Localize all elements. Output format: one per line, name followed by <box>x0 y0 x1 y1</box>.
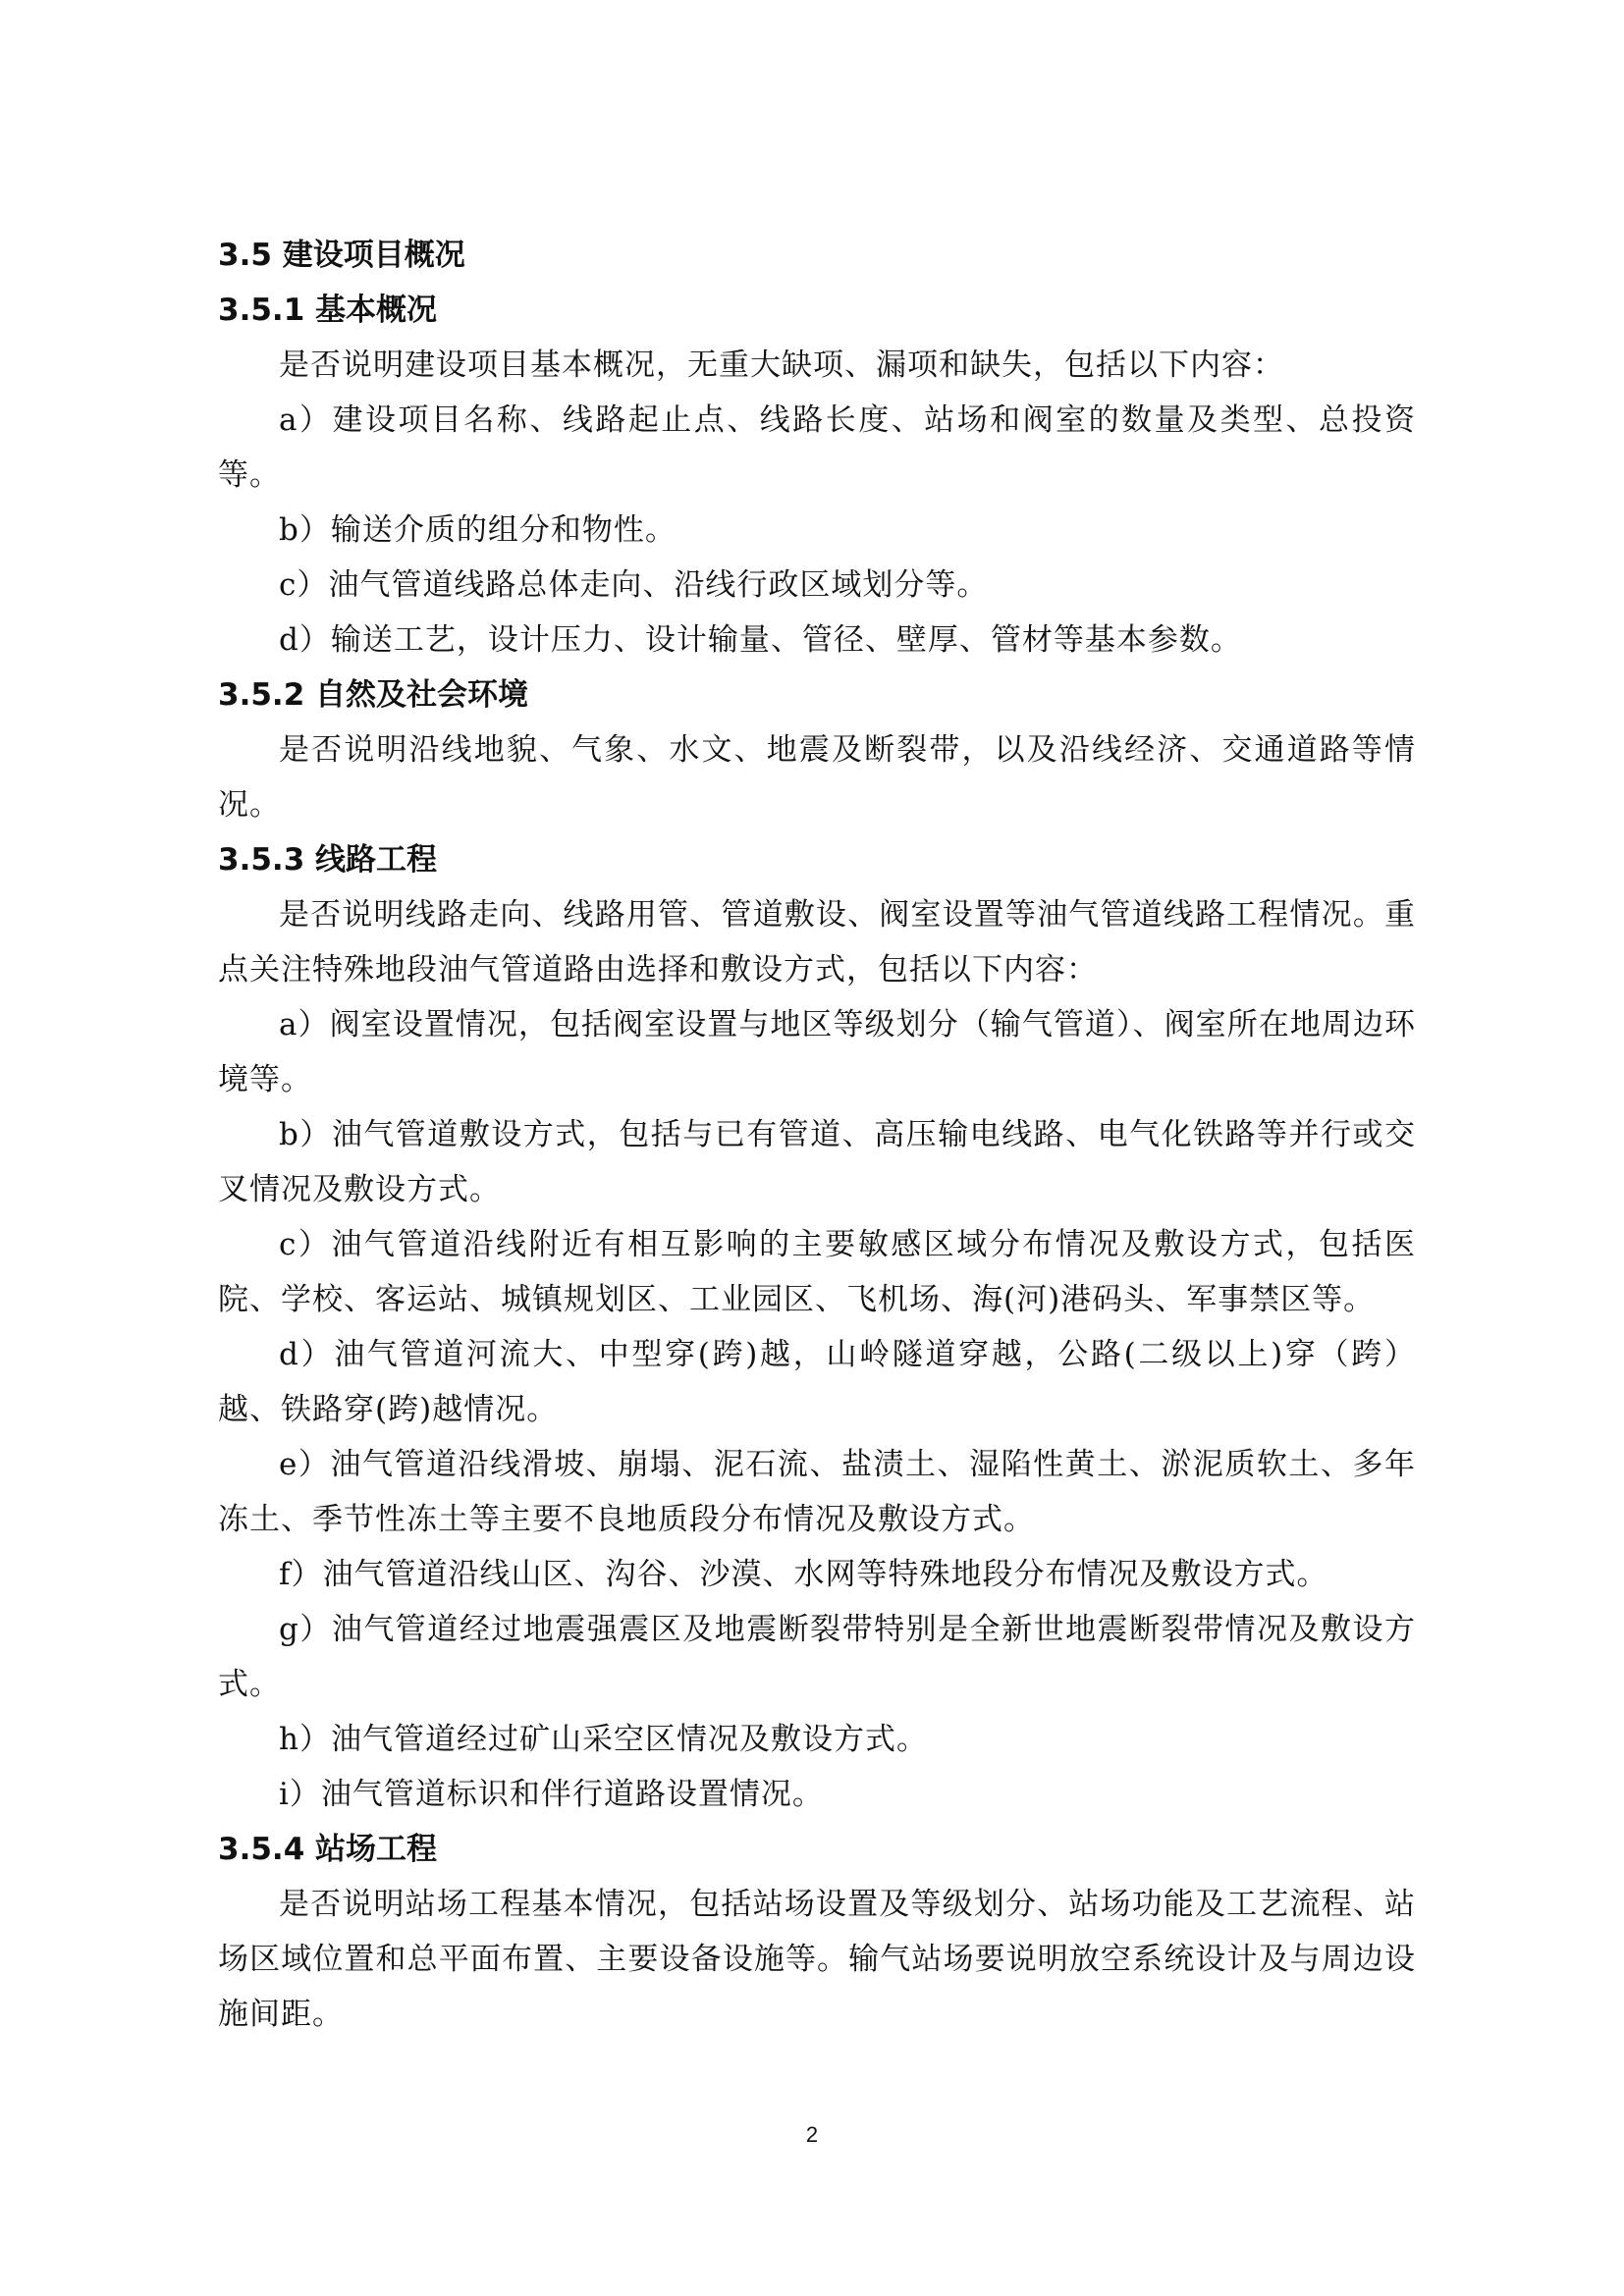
section-heading-3-5-1: 3.5.1 基本概况 <box>218 293 438 328</box>
section-heading-3-5-2: 3.5.2 自然及社会环境 <box>218 677 529 713</box>
paragraph-3-5-3-item-f: f）油气管道沿线山区、沟谷、沙漠、水网等特殊地段分布情况及敷设方式。 <box>279 1557 1328 1592</box>
section-heading-3-5: 3.5 建设项目概况 <box>218 238 465 273</box>
paragraph-3-5-4-intro: 是否说明站场工程基本情况，包括站场设置及等级划分、站场功能及工艺流程、站场区域位置和总平面布置、主要设备设施等。输气站场要说明放空系统设计及与周边设施间距。 <box>218 1887 1416 2032</box>
paragraph-3-5-1-item-c: c）油气管道线路总体走向、沿线行政区域划分等。 <box>279 567 989 603</box>
document-body <box>218 228 1416 2042</box>
page-number: 2 <box>805 2122 819 2147</box>
paragraph-3-5-3-item-h: h）油气管道经过矿山采空区情况及敷设方式。 <box>279 1722 928 1757</box>
paragraph-3-5-1-item-d: d）输送工艺，设计压力、设计输量、管径、壁厚、管材等基本参数。 <box>279 622 1242 658</box>
paragraph-3-5-3-item-d: d）油气管道河流大、中型穿(跨)越，山岭隧道穿越，公路(二级以上)穿（跨）越、铁路穿(跨)越情况。 <box>218 1337 1416 1427</box>
paragraph-3-5-3-item-i: i）油气管道标识和伴行道路设置情况。 <box>279 1777 824 1812</box>
paragraph-3-5-3-item-a: a）阀室设置情况，包括阀室设置与地区等级划分（输气管道）、阀室所在地周边环境等。 <box>218 1007 1416 1097</box>
paragraph-3-5-3-item-b: b）油气管道敷设方式，包括与已有管道、高压输电线路、电气化铁路等并行或交叉情况及敷设方式。 <box>218 1117 1416 1207</box>
section-heading-3-5-3: 3.5.3 线路工程 <box>218 842 438 878</box>
paragraph-3-5-1-item-a: a）建设项目名称、线路起止点、线路长度、站场和阀室的数量及类型、总投资等。 <box>218 402 1416 493</box>
paragraph-3-5-3-item-e: e）油气管道沿线滑坡、崩塌、泥石流、盐渍土、湿陷性黄土、淤泥质软土、多年冻土、季节性冻土等主要不良地质段分布情况及敷设方式。 <box>218 1447 1416 1537</box>
paragraph-3-5-1-item-b: b）输送介质的组分和物性。 <box>279 512 677 548</box>
section-heading-3-5-4: 3.5.4 站场工程 <box>218 1832 438 1867</box>
paragraph-3-5-3-item-g: g）油气管道经过地震强震区及地震断裂带特别是全新世地震断裂带情况及敷设方式。 <box>218 1612 1416 1702</box>
paragraph-3-5-3-intro: 是否说明线路走向、线路用管、管道敷设、阀室设置等油气管道线路工程情况。重点关注特殊地段油气管道路由选择和敷设方式，包括以下内容： <box>218 897 1416 988</box>
paragraph-3-5-1-intro: 是否说明建设项目基本概况，无重大缺项、漏项和缺失，包括以下内容： <box>279 347 1284 383</box>
paragraph-3-5-2-intro: 是否说明沿线地貌、气象、水文、地震及断裂带，以及沿线经济、交通道路等情况。 <box>218 732 1416 823</box>
paragraph-3-5-3-item-c: c）油气管道沿线附近有相互影响的主要敏感区域分布情况及敷设方式，包括医院、学校、客运站、城镇规划区、工业园区、飞机场、海(河)港码头、军事禁区等。 <box>218 1227 1416 1317</box>
